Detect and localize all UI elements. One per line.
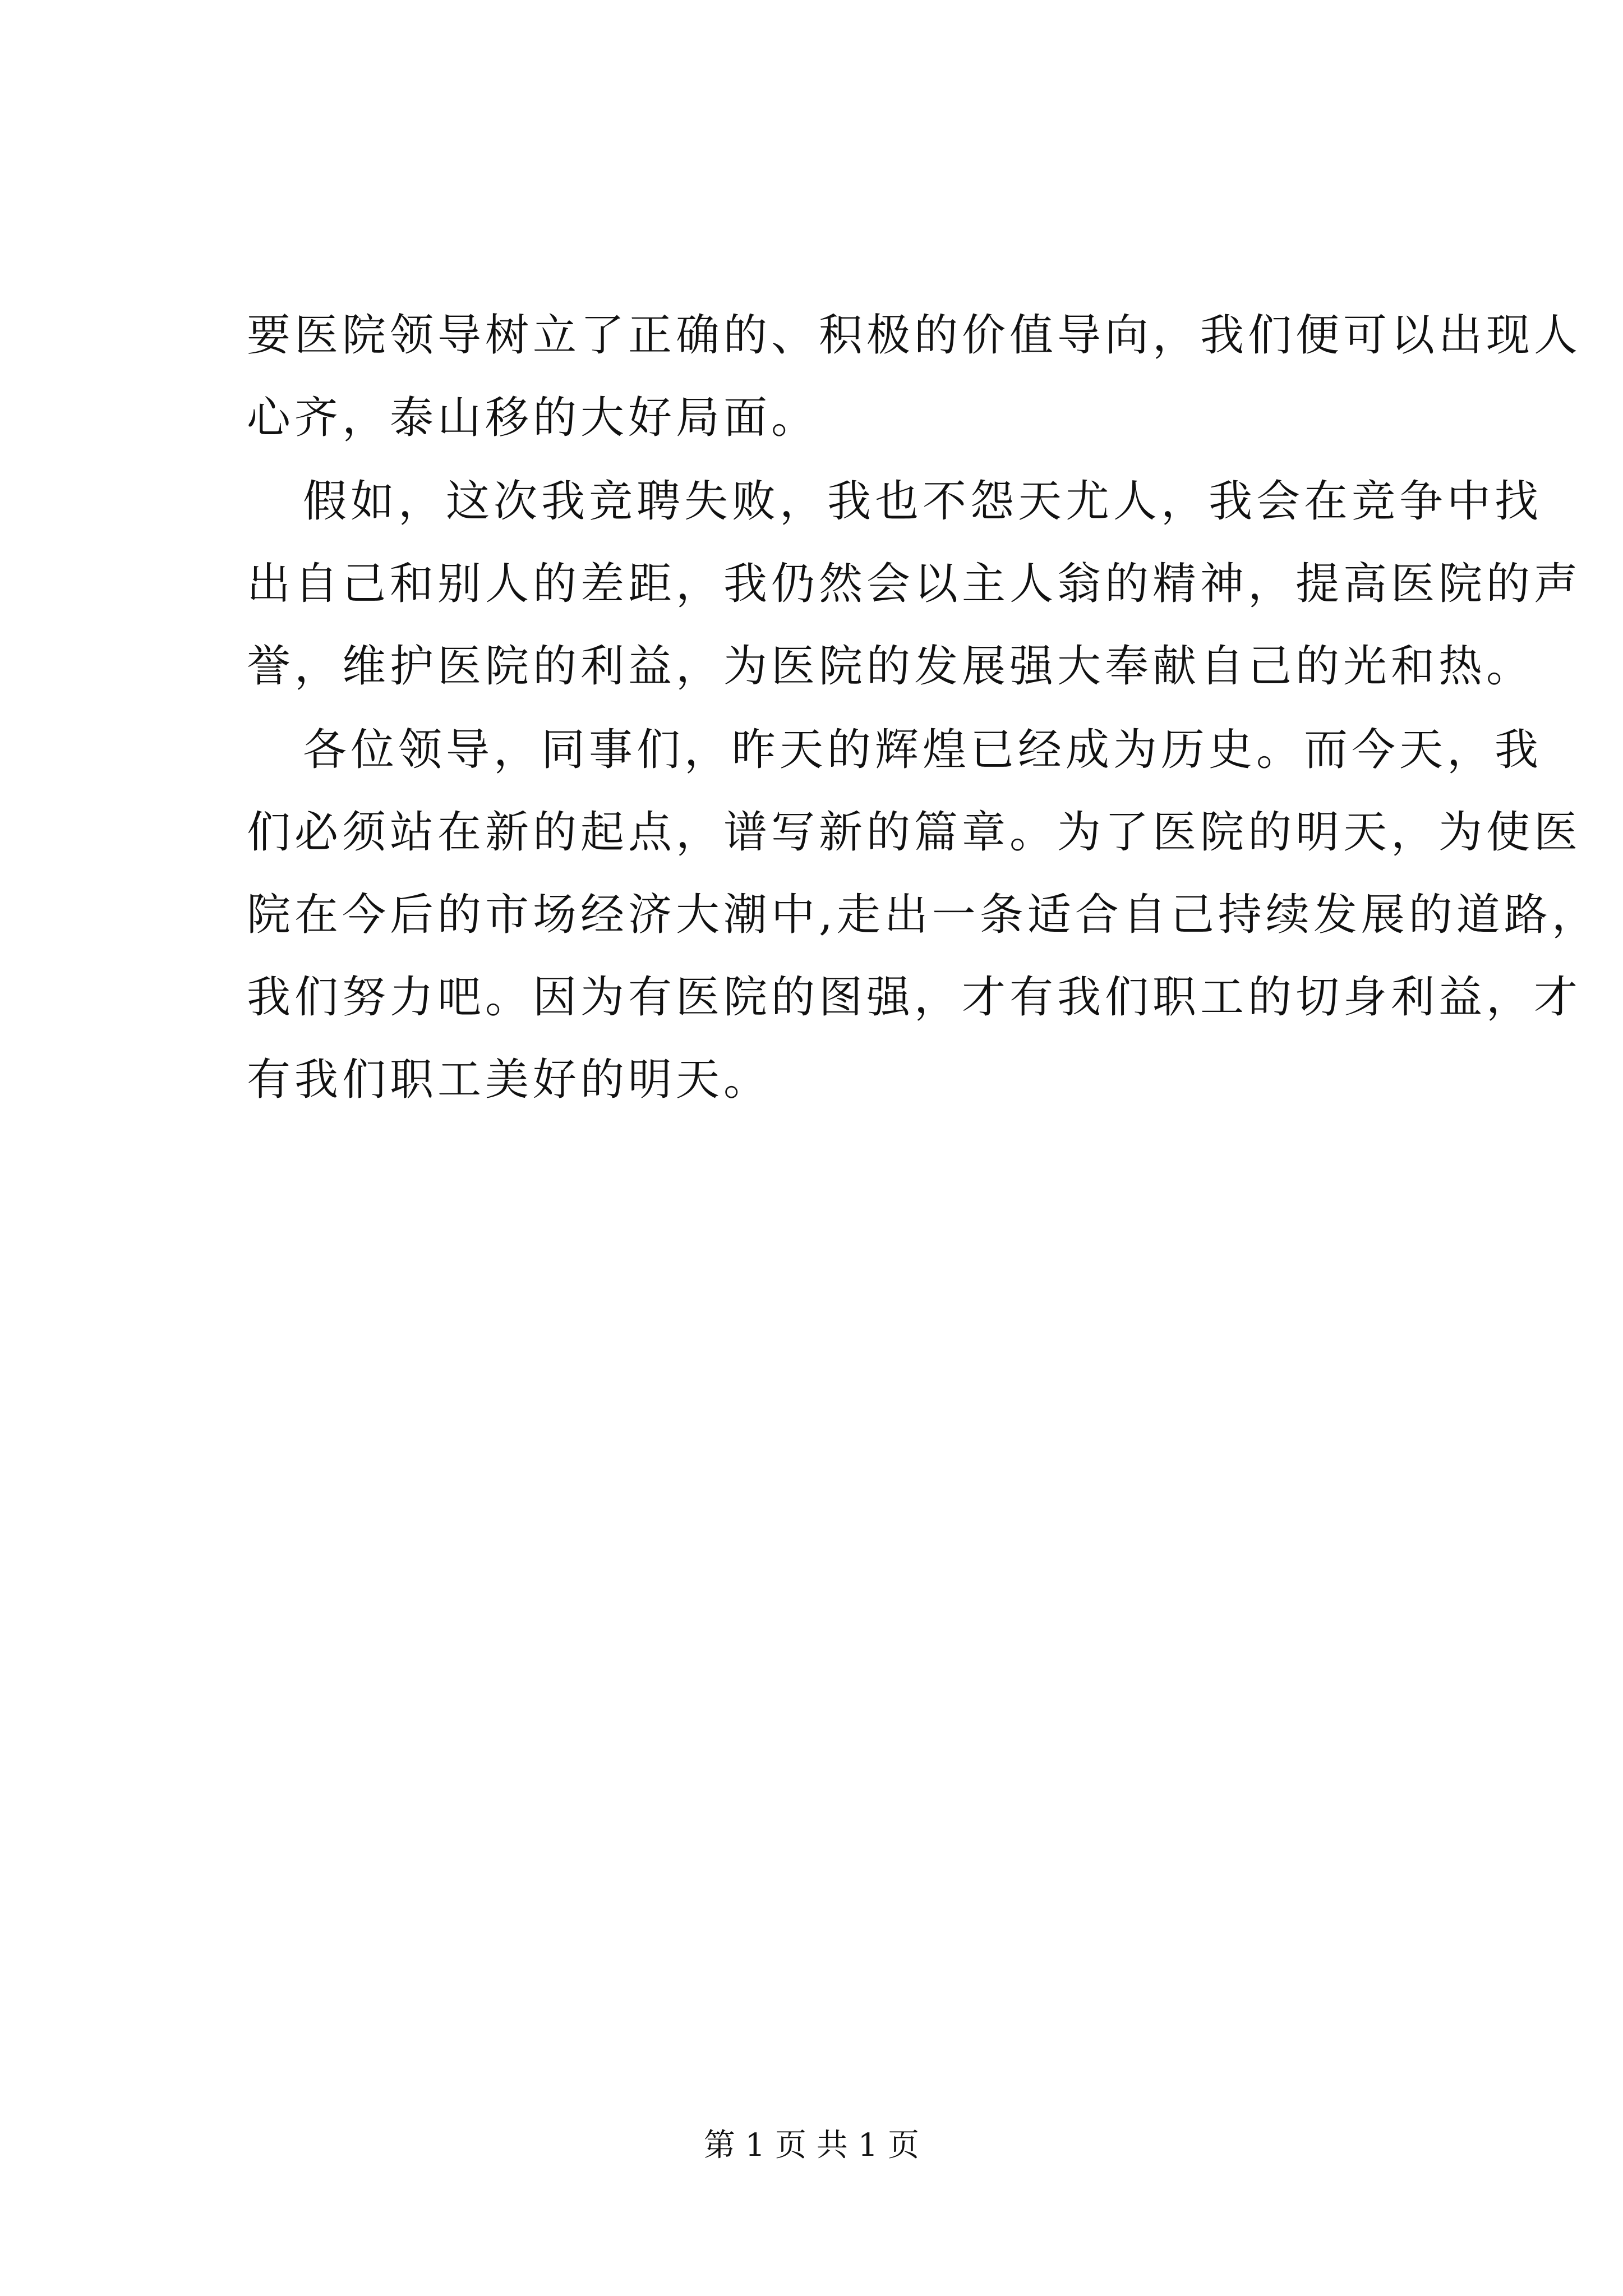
paragraph-first-line: 各位领导，同事们，昨天的辉煌已经成为历史。而今天，我 <box>303 725 1543 775</box>
text-line: 们必须站在新的起点，谱写新的篇章。为了医院的明天，为使医 <box>247 807 1582 858</box>
page-number-footer: 第 1 页 共 1 页 <box>703 2127 920 2164</box>
text-line: 要医院领导树立了正确的、积极的价值导向，我们便可以出现人 <box>247 310 1582 361</box>
text-line: 心齐，泰山移的大好局面。 <box>247 393 819 443</box>
paragraph-first-line: 假如，这次我竞聘失败，我也不怨天尤人，我会在竞争中找 <box>303 476 1543 527</box>
text-line: 院在今后的市场经济大潮中,走出一条适合自己持续发展的道路， <box>247 890 1599 940</box>
text-line: 誉，维护医院的利益，为医院的发展强大奉献自己的光和热。 <box>247 641 1534 692</box>
text-line: 有我们职工美好的明天。 <box>247 1055 772 1105</box>
text-line: 我们努力吧。因为有医院的图强，才有我们职工的切身利益，才 <box>247 972 1582 1023</box>
text-line: 出自己和别人的差距，我仍然会以主人翁的精神，提高医院的声 <box>247 559 1582 609</box>
